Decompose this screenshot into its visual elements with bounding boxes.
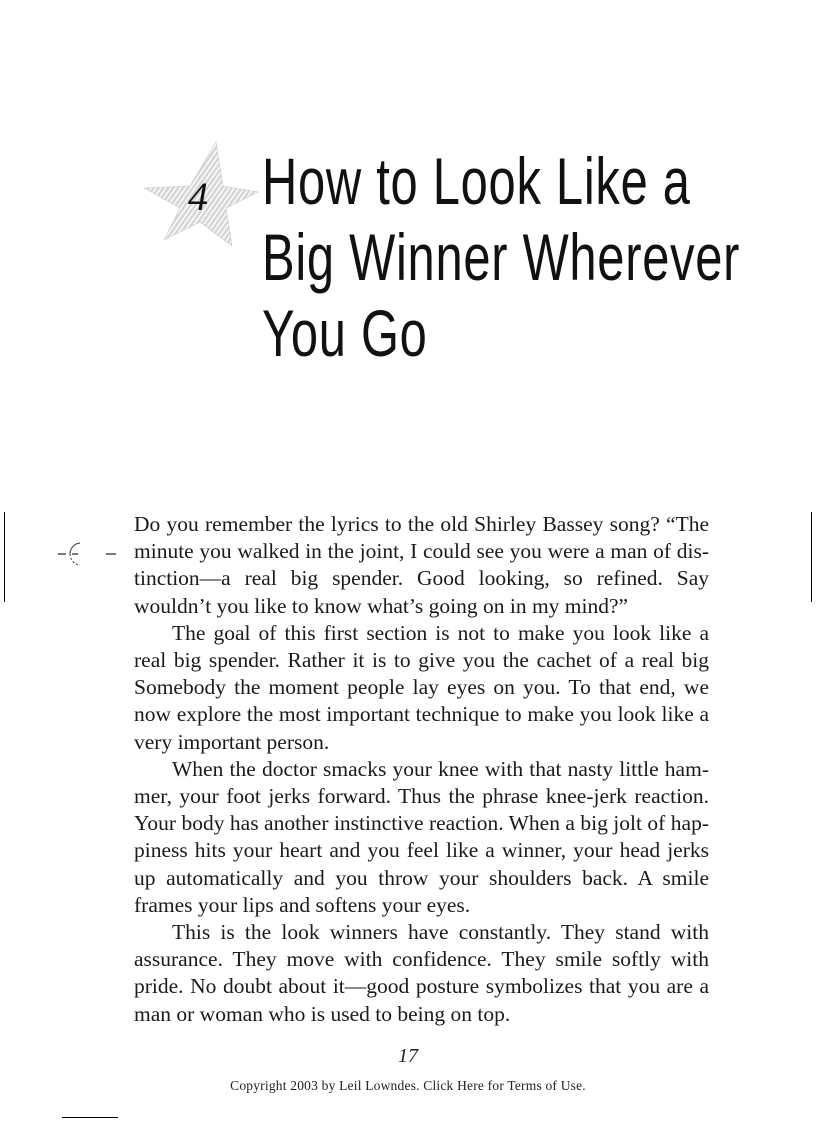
crop-mark-right xyxy=(811,512,812,602)
paragraph: This is the look winners have constantly. They stand with assurance. They move with confidence. They smile softly with pride. No doubt about it—good posture symbolizes that you are a man or woman who is used to being on top. xyxy=(134,920,709,1026)
chapter-star-badge xyxy=(140,140,260,250)
paragraph: The goal of this first section is not to make you look like a real big spender. Rather it is to give you the cachet of a real big Somebody the moment people lay eyes on you. To that end, we now explore the most important technique to make you look like a very important person. xyxy=(134,620,709,754)
page-number: 17 xyxy=(398,1045,418,1067)
chapter-number: 4 xyxy=(188,174,208,219)
chapter-title xyxy=(262,143,740,371)
paragraph: When the doctor smacks your knee with that nasty little hammer, your foot jerks forward. Thus the phrase knee-jerk reaction. Your body has another instinctive reaction. When a big jolt of happiness hits your heart and you feel like a winner, your head jerks up automatically and you throw your shoulders back. A smile frames your lips and softens your eyes. xyxy=(134,756,709,917)
chapter-title-line: Big Winner Wherever xyxy=(262,220,741,294)
registration-mark-icon xyxy=(46,534,118,574)
chapter-title-line: You Go xyxy=(262,296,428,370)
crop-mark-bottom xyxy=(62,1117,118,1118)
chapter-title-line: How to Look Like a xyxy=(262,144,691,218)
crop-mark-left xyxy=(4,512,5,602)
copyright-link[interactable]: Copyright 2003 by Leil Lowndes. Click Here for Terms of Use. xyxy=(230,1078,586,1093)
body-text xyxy=(134,511,709,1028)
paragraph: Do you remember the lyrics to the old Shirley Bassey song? “The minute you walked in the joint, I could see you were a man of distinction—a real big spender. Good looking, so refined. Say wouldn’t you like to know what’s going on in my mind?” xyxy=(134,512,709,618)
